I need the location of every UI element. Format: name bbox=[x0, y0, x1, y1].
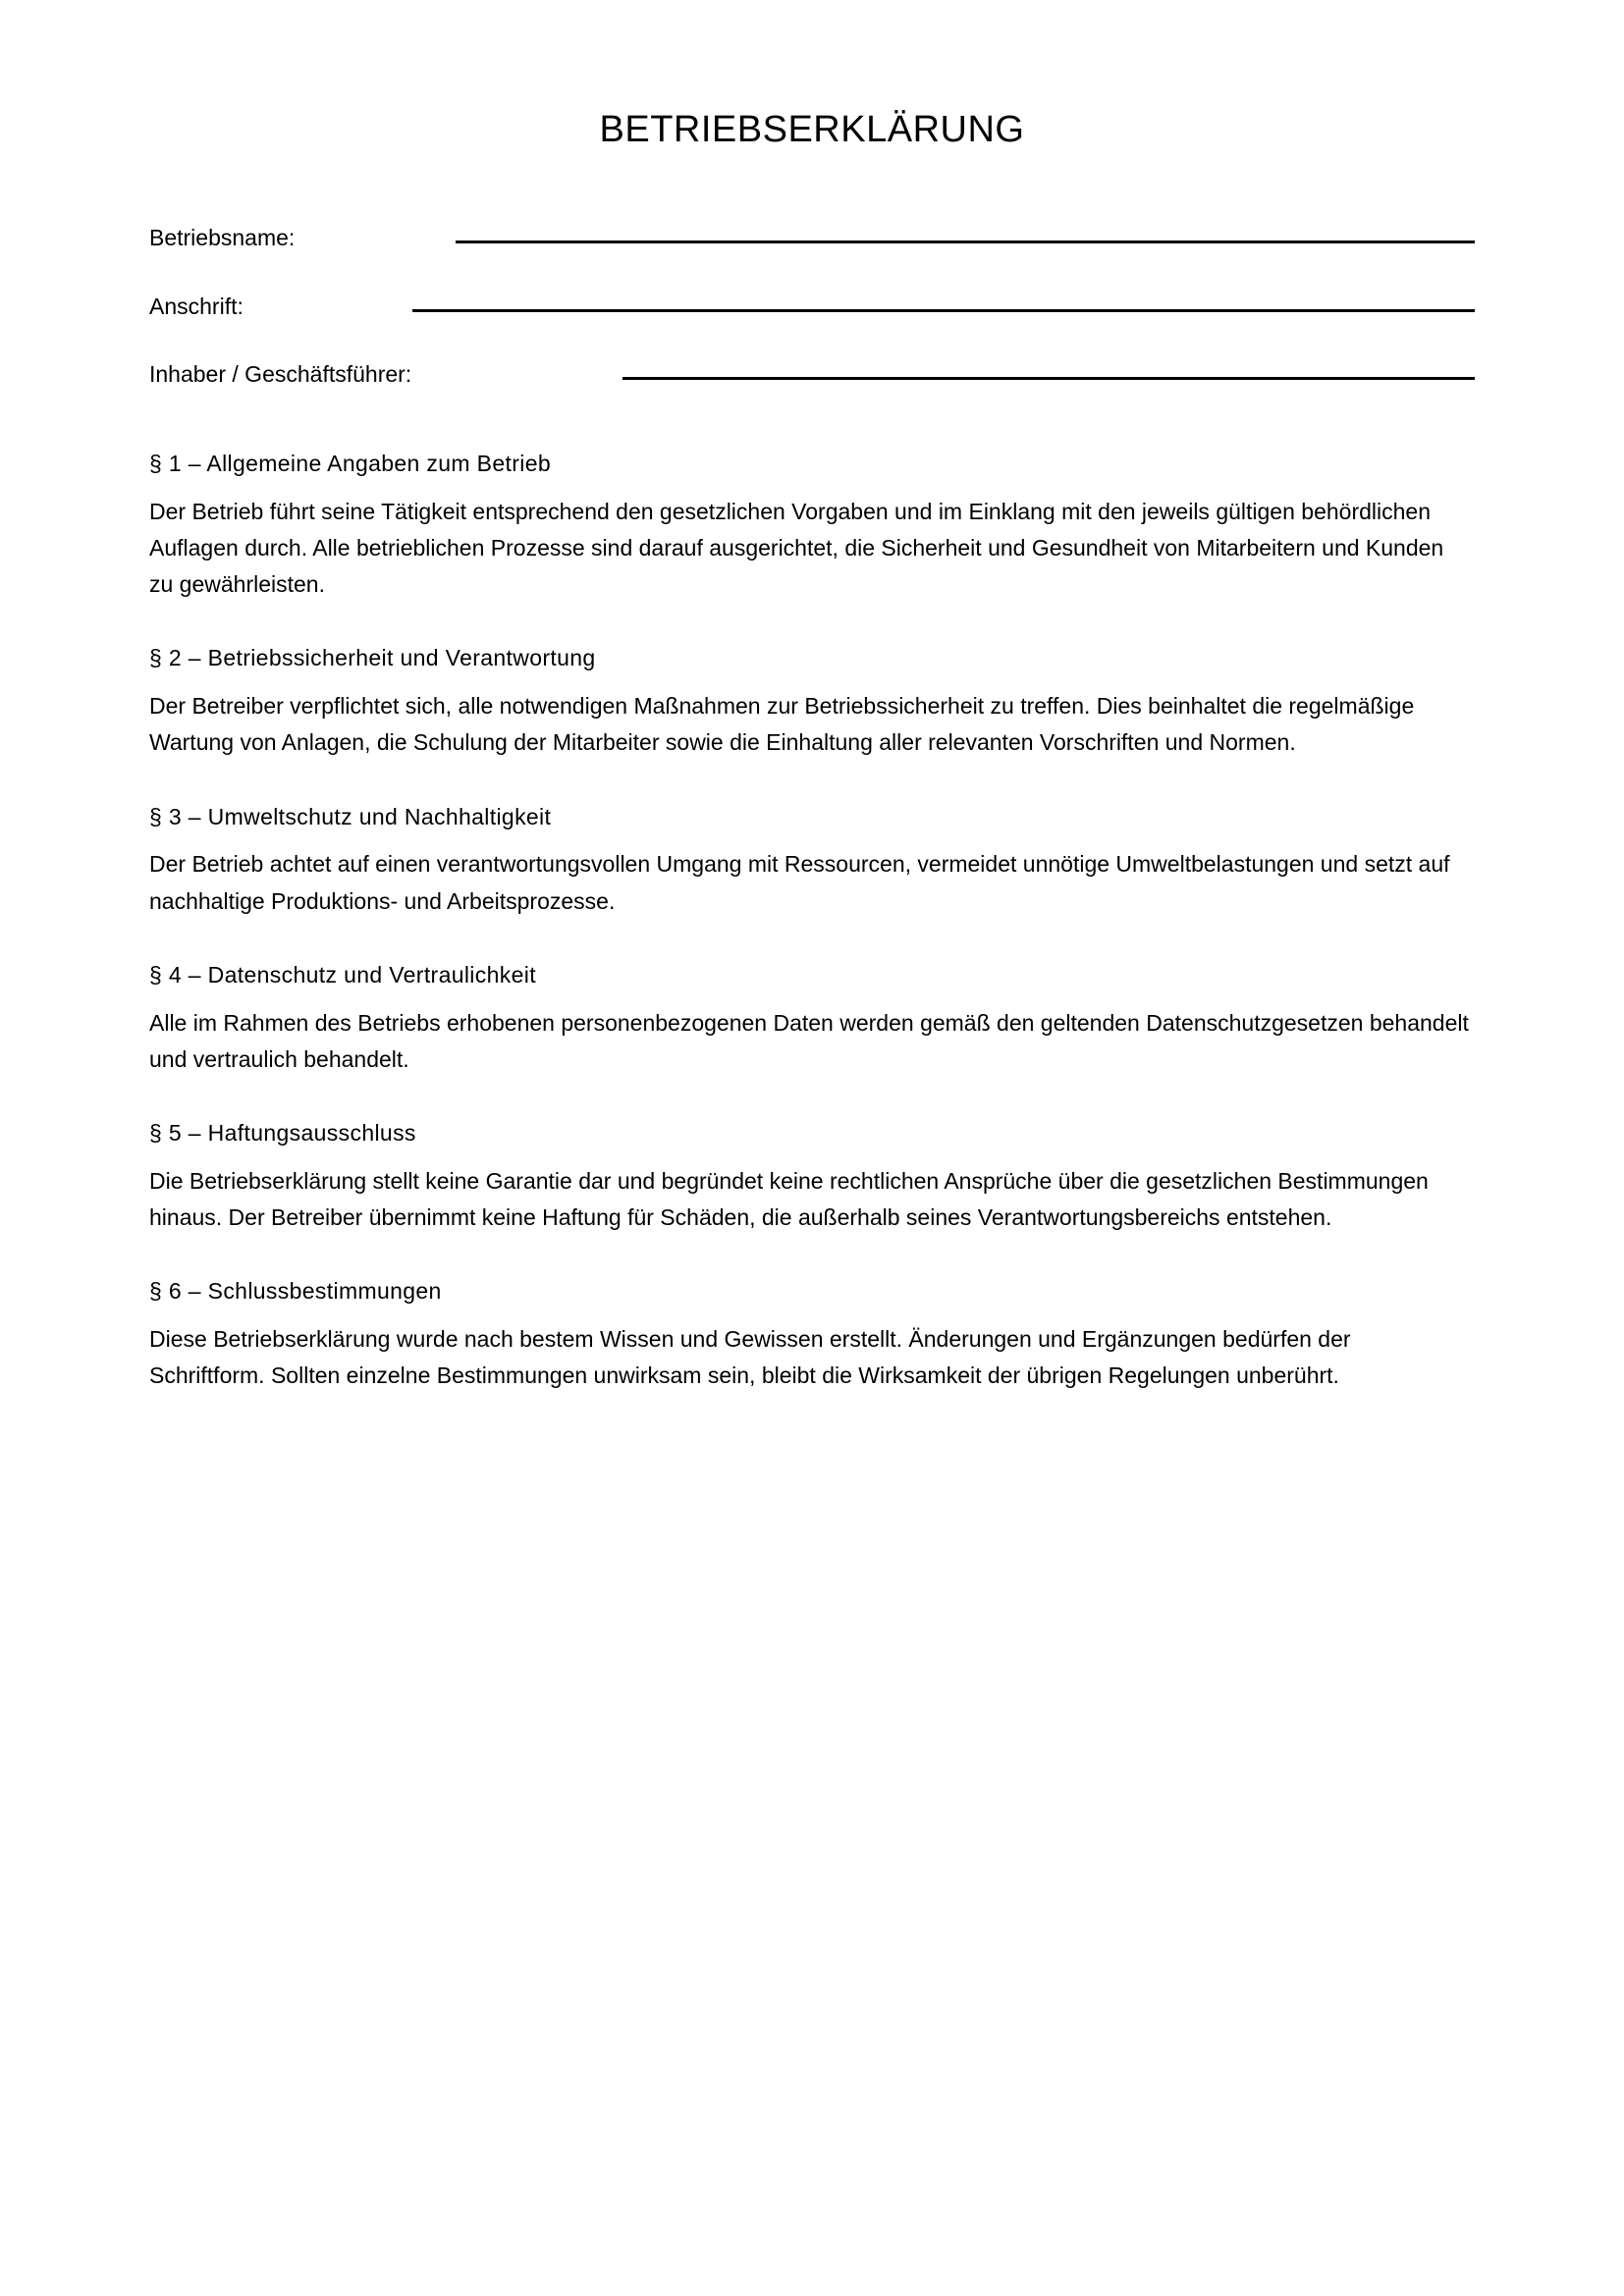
section-4-heading: § 4 – Datenschutz und Vertraulichkeit bbox=[149, 961, 536, 988]
form-label-inhaber-geschaeftsfuehrer: Inhaber / Geschäftsführer: bbox=[149, 361, 412, 388]
section-2 bbox=[149, 644, 1475, 761]
section-6-heading: § 6 – Schlussbestimmungen bbox=[149, 1278, 442, 1305]
form-label-betriebsname: Betriebsname: bbox=[149, 225, 296, 250]
section-3-body: Der Betrieb achtet auf einen verantwortungsvollen Umgang mit Ressourcen, vermeidet unnötige Umweltbelastungen und setzt auf nachhaltige Produktions- und Arbeitsprozesse. bbox=[149, 851, 1450, 914]
section-3-heading: § 3 – Umweltschutz und Nachhaltigkeit bbox=[149, 803, 552, 829]
section-5-body: Die Betriebserklärung stellt keine Garantie dar und begründet keine rechtlichen Ansprüche über die gesetzlichen Bestimmungen hinaus. Der Betreiber übernimmt keine Haftung für Schäden, die außerhalb seines Verantwortungsbereichs entstehen. bbox=[149, 1167, 1429, 1231]
section-3 bbox=[149, 803, 1475, 920]
section-6-body: Diese Betriebserklärung wurde nach bestem Wissen und Gewissen erstellt. Änderungen und Ergänzungen bedürfen der Schriftform. Sollten einzelne Bestimmungen unwirksam sein, bleibt die Wirksamkeit der übrigen Regelungen unberührt. bbox=[149, 1326, 1351, 1389]
section-2-body: Der Betreiber verpflichtet sich, alle notwendigen Maßnahmen zur Betriebssicherheit zu treffen. Dies beinhaltet die regelmäßige Wartung von Anlagen, die Schulung der Mitarbeiter sowie die Einhaltung aller relevanten Vorschriften und Normen. bbox=[149, 693, 1415, 756]
page-title: BETRIEBSERKLÄRUNG bbox=[599, 109, 1025, 150]
form-input-anschrift[interactable] bbox=[412, 309, 1475, 312]
section-5 bbox=[149, 1119, 1475, 1236]
form-row-inhaber-geschaeftsfuehrer bbox=[149, 361, 1475, 389]
form-label-anschrift: Anschrift: bbox=[149, 293, 244, 319]
section-4-body: Alle im Rahmen des Betriebs erhobenen personenbezogenen Daten werden gemäß den geltenden Datenschutzgesetzen behandelt und vertraulich behandelt. bbox=[149, 1009, 1469, 1072]
section-1-body: Der Betrieb führt seine Tätigkeit entsprechend den gesetzlichen Vorgaben und im Einklang mit den jeweils gültigen behördlichen Auflagen durch. Alle betrieblichen Prozesse sind darauf ausgerichtet, die Sicherheit und Gesundheit von Mitarbeitern und Kunden zu gewährleisten. bbox=[149, 498, 1444, 598]
section-5-heading: § 5 – Haftungsausschluss bbox=[149, 1120, 416, 1147]
form-input-inhaber-geschaeftsfuehrer[interactable] bbox=[623, 377, 1475, 380]
form-input-betriebsname[interactable] bbox=[456, 240, 1475, 243]
section-2-heading: § 2 – Betriebssicherheit und Verantwortung bbox=[149, 645, 596, 671]
form-row-betriebsname bbox=[149, 225, 1475, 252]
section-6 bbox=[149, 1277, 1475, 1394]
sections-block bbox=[0, 450, 1624, 1395]
form-row-anschrift bbox=[149, 294, 1475, 321]
section-4 bbox=[149, 961, 1475, 1078]
section-1 bbox=[149, 450, 1475, 604]
form-fields-block bbox=[0, 225, 1624, 389]
section-1-heading: § 1 – Allgemeine Angaben zum Betrieb bbox=[149, 450, 551, 476]
